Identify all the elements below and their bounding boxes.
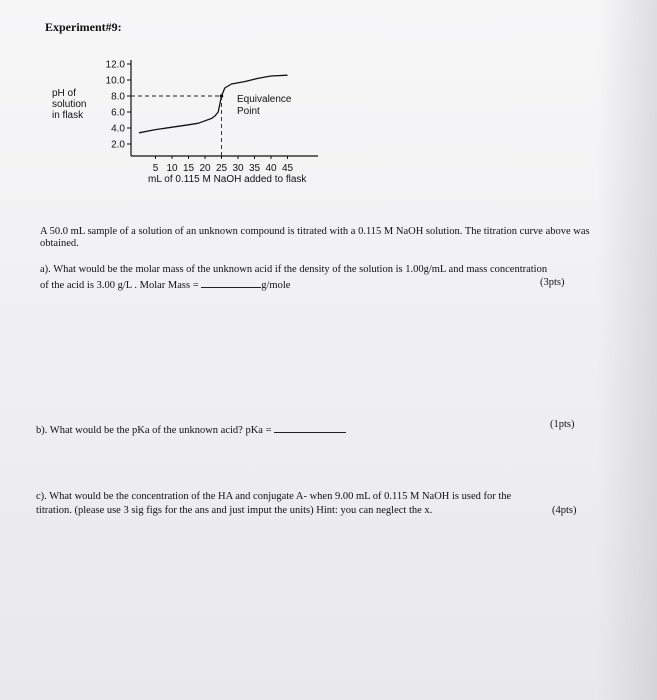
question-c-points: (4pts) [552,505,577,516]
question-c-line-2: titration. (please use 3 sig figs for the ans and just imput the units) Hint: you can neglect the x. [36,505,433,516]
molar-mass-answer-blank[interactable] [201,277,261,288]
x-tick-label: 15 [182,163,195,174]
y-tick-label: 2.0 [111,139,125,151]
chart-x-axis-label: mL of 0.115 M NaOH added to flask [148,174,307,185]
y-label-line-1: pH of [52,88,76,99]
y-label-line-3: in flask [52,110,84,121]
x-tick-label: 35 [248,163,261,174]
question-b-points: (1pts) [550,419,575,430]
y-tick-label: 8.0 [111,91,125,103]
problem-intro: A 50.0 mL sample of a solution of an unknown compound is titrated with a 0.115 M NaOH solution. The titration curve above was obtained. [40,226,590,249]
question-b [36,422,346,437]
y-tick-label: 4.0 [111,123,125,135]
y-label-line-2: solution [52,99,87,110]
y-tick-label: 6.0 [111,107,125,119]
question-a-line-2 [40,277,290,292]
annotation-line-2: Point [237,106,260,117]
question-a-points: (3pts) [540,277,565,288]
x-tick-label: 45 [281,163,294,174]
question-a-prompt: of the acid is 3.00 g/L . Molar Mass = [40,280,199,291]
x-tick-label: 20 [199,163,211,174]
experiment-title: Experiment#9: [45,20,122,34]
titration-chart [0,0,657,200]
y-tick-label: 12.0 [105,59,125,71]
question-c-line-1: c). What would be the concentration of the HA and conjugate A- when 9.00 mL of 0.115 M NaOH is used for the [36,491,512,502]
x-tick-label: 5 [152,163,159,174]
x-tick-label: 40 [265,163,277,174]
annotation-line-1: Equivalence [237,94,292,105]
molar-mass-unit: g/mole [261,280,291,291]
equivalence-point-annotation [237,94,291,118]
equivalence-point-marker [220,94,224,98]
x-tick-label: 25 [215,163,228,174]
x-tick-label: 10 [166,163,178,174]
pka-answer-blank[interactable] [274,422,346,433]
x-tick-label: 30 [232,163,244,174]
question-b-prompt: b). What would be the pKa of the unknown acid? pKa = [36,425,272,436]
question-a-line-1: a). What would be the molar mass of the unknown acid if the density of the solution is 1.00g/mL and mass concentration [40,264,548,275]
y-tick-label: 10.0 [105,75,125,87]
